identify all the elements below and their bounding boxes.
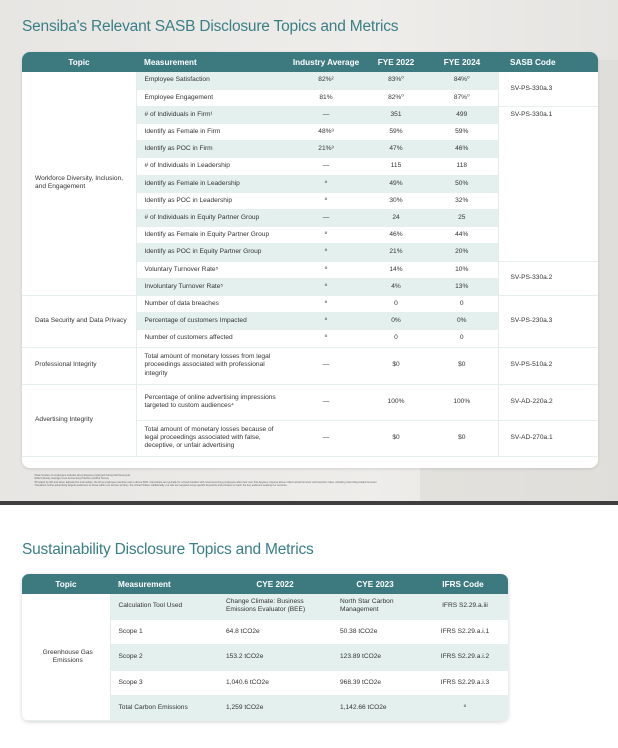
measurement-cell: Identify as POC in Firm	[136, 141, 286, 158]
measurement-cell: Involuntary Turnover Rate⁵	[136, 278, 286, 295]
fye-2022-cell: 49%	[366, 175, 426, 192]
sasb-code-cell: SV-AD-220a.2	[498, 384, 598, 420]
fye-2024-cell: 87%⁰	[426, 89, 498, 106]
measurement-cell: Voluntary Turnover Rate⁵	[136, 261, 286, 278]
industry-average-cell: º	[286, 313, 366, 330]
cye-2022-cell: Change Climate: Business Emissions Evaluator (BEE)	[218, 594, 332, 619]
footnote: ⁴Sensiba's online advertising targets audiences to those within our service territory, the United States. Additionally, our ads are targeted using specific keywords and phrases to reach the key audience seeking our services.	[34, 484, 288, 488]
table-row	[22, 72, 598, 89]
fye-2024-cell: 44%	[426, 227, 498, 244]
header-measurement: Measurement	[110, 574, 218, 594]
sasb-table-card	[22, 52, 598, 468]
measurement-cell: # of Individuals in Leadership	[136, 158, 286, 175]
fye-2022-cell: 21%	[366, 244, 426, 261]
measurement-cell: Number of customers affected	[136, 330, 286, 347]
cye-2022-cell: 153.2 tCO2e	[218, 645, 332, 670]
cye-2023-cell: 1,142.66 tCO2e	[332, 696, 418, 721]
header-fye-2024: FYE 2024	[426, 52, 498, 72]
fye-2024-cell: $0	[426, 347, 498, 384]
industry-average-cell: —	[286, 420, 366, 456]
fye-2022-cell: 82%⁰	[366, 89, 426, 106]
industry-average-cell: º	[286, 330, 366, 347]
fye-2024-cell: 499	[426, 106, 498, 123]
fye-2022-cell: 115	[366, 158, 426, 175]
fye-2024-cell: 84%⁰	[426, 72, 498, 89]
fye-2022-cell: 47%	[366, 141, 426, 158]
cye-2022-cell: 64.8 tCO2e	[218, 619, 332, 644]
fye-2024-cell: 13%	[426, 278, 498, 295]
footnotes	[34, 474, 494, 487]
measurement-cell: Identify as Female in Equity Partner Group	[136, 227, 286, 244]
footnote: ³Provided by HR and when adjusted for internships, the firms employee retention rate is above 83%. Internships are typically for a fixed duration with most becoming employees after their own first degrees. Figures above reflect actual turnover and retention rates, including internship-related turnover.	[34, 480, 378, 484]
ifrs-code-cell: IFRS S2.29.a.i.3	[418, 670, 508, 695]
cye-2023-cell: North Star Carbon Management	[332, 594, 418, 619]
sasb-code-cell: SV-PS-230a.3	[498, 295, 598, 347]
cye-2023-cell: 968.39 tCO2e	[332, 670, 418, 695]
cye-2022-cell: 1,259 tCO2e	[218, 696, 332, 721]
measurement-cell: # of Individuals in Equity Partner Group	[136, 210, 286, 227]
sasb-code-cell: SV-PS-330a.3	[498, 72, 598, 106]
measurement-cell: Employee Engagement	[136, 89, 286, 106]
measurement-cell: # of Individuals in Firm¹	[136, 106, 286, 123]
measurement-cell: Total Carbon Emissions	[110, 696, 218, 721]
ifrs-header-row	[22, 574, 508, 594]
industry-average-cell: —	[286, 106, 366, 123]
table-row	[22, 295, 598, 312]
fye-2024-cell: 100%	[426, 384, 498, 420]
footnote: ²2022 Industry average of an Accounting Practice (AAKH) Survey	[34, 477, 109, 481]
fye-2024-cell: 0	[426, 330, 498, 347]
cye-2023-cell: 50.38 tCO2e	[332, 619, 418, 644]
header-cye-2022: CYE 2022	[218, 574, 332, 594]
measurement-cell: Number of data breaches	[136, 295, 286, 312]
measurement-cell: Identify as Female in Leadership	[136, 175, 286, 192]
topic-professional-integrity: Professional Integrity	[22, 347, 136, 384]
fye-2022-cell: 30%	[366, 192, 426, 209]
fye-2022-cell: 83%⁰	[366, 72, 426, 89]
ifrs-code-cell: IFRS S2.29.a.i.2	[418, 645, 508, 670]
fye-2022-cell: 100%	[366, 384, 426, 420]
industry-average-cell: º	[286, 261, 366, 278]
industry-average-cell: º	[286, 175, 366, 192]
measurement-cell: Percentage of online advertising impressions targeted to custom audiences⁴	[136, 384, 286, 420]
sasb-title: Sensiba's Relevant SASB Disclosure Topics and Metrics	[22, 18, 399, 35]
fye-2024-cell: 118	[426, 158, 498, 175]
measurement-cell: Total amount of monetary losses from legal proceedings associated with professional integrity	[136, 347, 286, 384]
fye-2024-cell: $0	[426, 420, 498, 456]
topic-workforce: Workforce Diversity, Inclusion, and Engagement	[22, 72, 136, 295]
measurement-cell: Calculation Tool Used	[110, 594, 218, 619]
measurement-cell: Scope 2	[110, 645, 218, 670]
fye-2024-cell: 0%	[426, 313, 498, 330]
industry-average-cell: º	[286, 192, 366, 209]
industry-average-cell: º	[286, 244, 366, 261]
fye-2024-cell: 25	[426, 210, 498, 227]
sasb-code-cell: SV-PS-510a.2	[498, 347, 598, 384]
measurement-cell: Identify as Female in Firm	[136, 124, 286, 141]
fye-2022-cell: 0	[366, 295, 426, 312]
fye-2022-cell: 0%	[366, 313, 426, 330]
header-fye-2022: FYE 2022	[366, 52, 426, 72]
fye-2024-cell: 32%	[426, 192, 498, 209]
fye-2022-cell: 24	[366, 210, 426, 227]
industry-average-cell: 81%	[286, 89, 366, 106]
header-cye-2023: CYE 2023	[332, 574, 418, 594]
industry-average-cell: —	[286, 384, 366, 420]
industry-average-cell: —	[286, 158, 366, 175]
measurement-cell: Percentage of customers Impacted	[136, 313, 286, 330]
table-row	[22, 347, 598, 384]
cye-2022-cell: 1,040.6 tCO2e	[218, 670, 332, 695]
sasb-table	[22, 52, 598, 457]
industry-average-cell: 21%³	[286, 141, 366, 158]
measurement-cell: Scope 3	[110, 670, 218, 695]
measurement-cell: Total amount of monetary losses because of legal proceedings associated with false, deceptive, or unfair advertising	[136, 420, 286, 456]
header-sasb-code: SASB Code	[498, 52, 598, 72]
fye-2022-cell: $0	[366, 420, 426, 456]
measurement-cell: Scope 1	[110, 619, 218, 644]
header-measurement: Measurement	[136, 52, 286, 72]
ifrs-table-card	[22, 574, 508, 721]
ifrs-code-cell: IFRS S2.29.a.i.1	[418, 619, 508, 644]
fye-2022-cell: 59%	[366, 124, 426, 141]
measurement-cell: Employee Satisfaction	[136, 72, 286, 89]
industry-average-cell: º	[286, 295, 366, 312]
fye-2024-cell: 20%	[426, 244, 498, 261]
sasb-code-cell: SV-AD-270a.1	[498, 420, 598, 456]
header-topic: Topic	[22, 52, 136, 72]
industry-average-cell: º	[286, 278, 366, 295]
topic-data-security: Data Security and Data Privacy	[22, 295, 136, 347]
header-industry-average: Industry Average	[286, 52, 366, 72]
fye-2024-cell: 0	[426, 295, 498, 312]
sasb-code-cell: SV-PS-330a.2	[498, 261, 598, 295]
fye-2024-cell: 46%	[426, 141, 498, 158]
sasb-code-cell: SV-PS-330a.1	[498, 106, 598, 261]
table-row	[22, 384, 598, 420]
fye-2024-cell: 10%	[426, 261, 498, 278]
industry-average-cell: —	[286, 210, 366, 227]
industry-average-cell: —	[286, 347, 366, 384]
ifrs-code-cell: IFRS S2.29.a.iii	[418, 594, 508, 619]
topic-advertising-integrity: Advertising Integrity	[22, 384, 136, 456]
sasb-header-row	[22, 52, 598, 72]
fye-2022-cell: $0	[366, 347, 426, 384]
header-ifrs-code: IFRS Code	[418, 574, 508, 594]
measurement-cell: Identify as POC in Leadership	[136, 192, 286, 209]
measurement-cell: Identify as POC in Equity Partner Group	[136, 244, 286, 261]
ifrs-title: Sustainability Disclosure Topics and Metrics	[22, 541, 314, 558]
industry-average-cell: º	[286, 227, 366, 244]
footnote: ¹Total number of employees includes all employees employed during that fiscal year	[34, 474, 131, 477]
cye-2023-cell: 123.89 tCO2e	[332, 645, 418, 670]
fye-2024-cell: 50%	[426, 175, 498, 192]
fye-2022-cell: 14%	[366, 261, 426, 278]
fye-2024-cell: 59%	[426, 124, 498, 141]
fye-2022-cell: 0	[366, 330, 426, 347]
industry-average-cell: 82%²	[286, 72, 366, 89]
fye-2022-cell: 4%	[366, 278, 426, 295]
ifrs-table	[22, 574, 508, 721]
ifrs-code-cell: º	[418, 696, 508, 721]
industry-average-cell: 48%³	[286, 124, 366, 141]
fye-2022-cell: 46%	[366, 227, 426, 244]
table-row	[22, 594, 508, 619]
fye-2022-cell: 351	[366, 106, 426, 123]
topic-greenhouse-gas: Greenhouse Gas Emissions	[22, 594, 110, 721]
header-topic: Topic	[22, 574, 110, 594]
